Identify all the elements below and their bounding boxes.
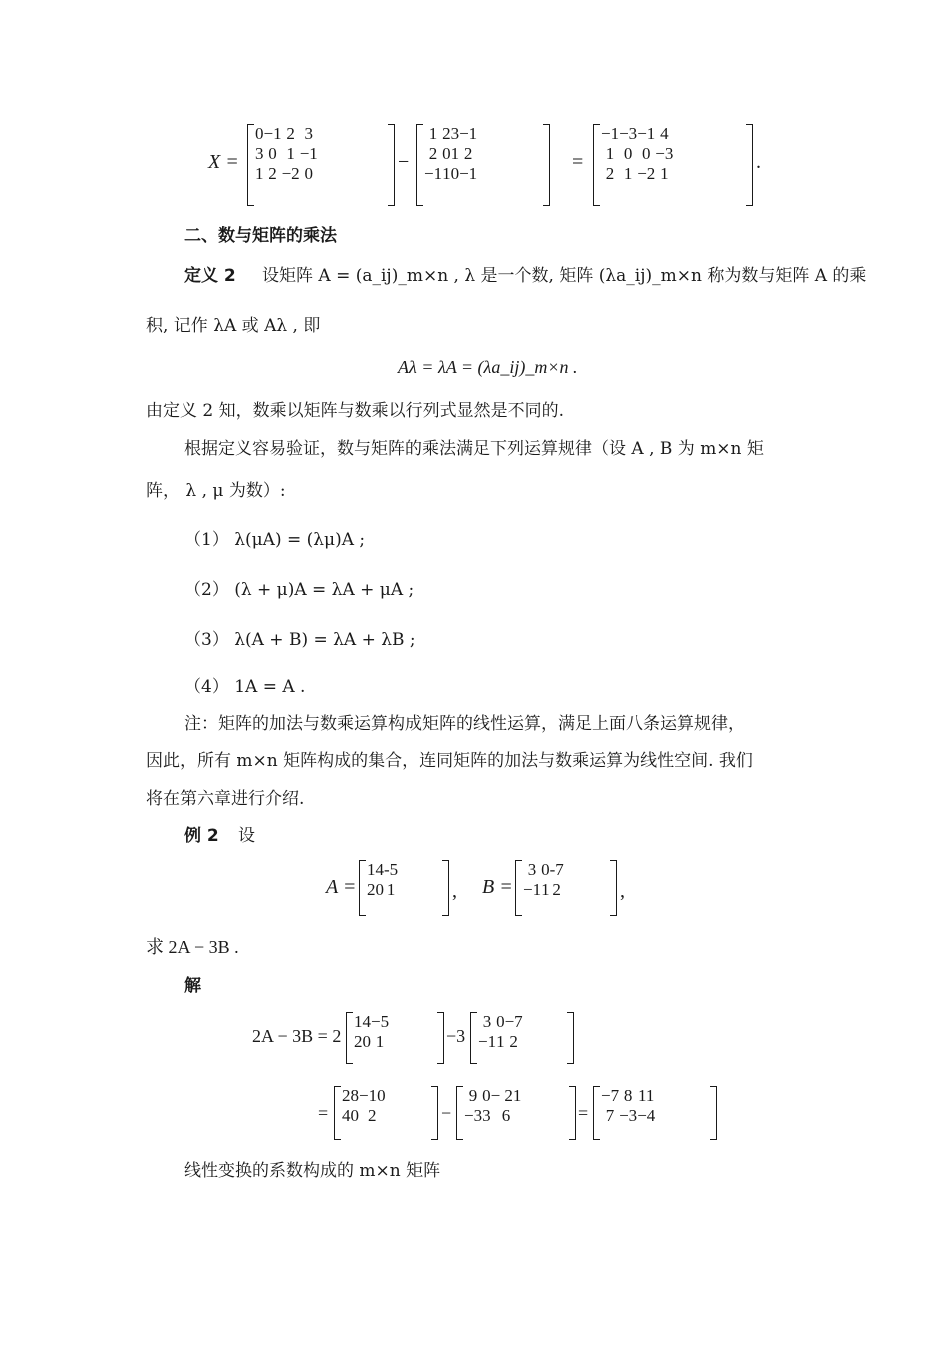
matrix-cell: 1: [660, 164, 669, 183]
matrix-row: [478, 1032, 523, 1052]
matrix-row: [464, 1086, 521, 1106]
matrix-row: [523, 860, 564, 880]
matrix-row: [342, 1086, 386, 1106]
example-comma-2: ,: [620, 880, 625, 902]
eq1-minus: −: [398, 151, 410, 173]
matrix-cell: 4: [660, 124, 669, 143]
matrix-cell: 2: [605, 164, 615, 183]
paragraph-1: 由定义 2 知，数乘以矩阵与数乘以行列式显然是不同的.: [146, 401, 565, 421]
matrix-cell: −7: [601, 1086, 620, 1105]
matrix-cell: 3: [450, 124, 460, 143]
matrix-cell: 6: [501, 1106, 511, 1125]
matrix-cell: 11: [638, 1086, 655, 1105]
matrix-row: [367, 880, 398, 900]
matrix-cell: 2: [552, 880, 561, 899]
matrix-cell: 9: [468, 1086, 478, 1105]
matrix-row: [424, 144, 477, 164]
matrix-row: [478, 1012, 523, 1032]
matrix-cell: 0: [375, 880, 384, 899]
matrix-cell: 2: [463, 144, 473, 163]
matrix-row: [601, 164, 673, 184]
matrix-cell: 1: [442, 164, 451, 183]
matrix-row: [601, 1106, 655, 1126]
matrix-cell: 0: [304, 164, 313, 183]
matrix-cell: 3: [527, 860, 537, 879]
matrix-cell: 1: [605, 144, 615, 163]
note-line-2: 因此，所有 m×n 矩阵构成的集合，连同矩阵的加法与数乘运算为线性空间. 我们: [146, 751, 753, 771]
matrix-cell: −1: [424, 164, 443, 183]
matrix-cell: −2: [281, 164, 300, 183]
matrix-cell: −7: [504, 1012, 523, 1031]
solution-minus: −: [441, 1103, 452, 1123]
matrix-cell: 0: [541, 860, 550, 879]
example-B-lhs: B =: [482, 876, 513, 898]
matrix-cell: 1: [286, 144, 295, 163]
matrix-cell: 2: [268, 164, 277, 183]
matrix-cell: 2: [342, 1086, 351, 1105]
solution-matrix-A: [346, 1012, 444, 1064]
matrix-row: [601, 124, 673, 144]
matrix-cell: − 21: [490, 1086, 522, 1105]
note-line-3: 将在第六章进行介绍.: [146, 789, 305, 809]
matrix-cell: 1: [386, 880, 396, 899]
matrix-cell: 0: [482, 1086, 491, 1105]
solution-minus-3: −3: [446, 1026, 466, 1046]
matrix-cell: 0: [623, 144, 633, 163]
matrix-row: [424, 124, 477, 144]
matrix-cell: 4: [342, 1106, 351, 1125]
def2-text-2: 积, 记作 λA 或 Aλ , 即: [146, 316, 321, 336]
example-label: 例 2: [184, 826, 219, 846]
matrix-cell: 4: [362, 1012, 371, 1031]
def2-label: 定义 2: [184, 266, 236, 286]
matrix-cell: −1: [459, 124, 478, 143]
matrix-cell: 2: [428, 144, 438, 163]
eq1-matrix-3: [593, 124, 753, 206]
matrix-cell: -5: [384, 860, 399, 879]
matrix-cell: −1: [299, 144, 318, 163]
matrix-cell: 1: [354, 1012, 363, 1031]
note-line-1: 注：矩阵的加法与数乘运算构成矩阵的线性运算，满足上面八条运算规律，: [184, 714, 745, 734]
matrix-cell: −2: [637, 164, 656, 183]
solution-lhs: 2A − 3B = 2: [252, 1026, 342, 1046]
matrix-cell: −3: [619, 124, 638, 143]
matrix-cell: −5: [371, 1012, 390, 1031]
matrix-cell: −1: [601, 124, 620, 143]
matrix-cell: 2: [509, 1032, 518, 1051]
matrix-row: [601, 144, 673, 164]
matrix-cell: 3: [482, 1106, 491, 1125]
matrix-cell: 1: [255, 164, 264, 183]
eq1-equals: =: [572, 151, 584, 173]
matrix-cell: −10: [359, 1086, 386, 1105]
matrix-row: [255, 144, 318, 164]
paragraph-2-line-2: 阵， λ , μ 为数）:: [146, 481, 286, 501]
matrix-cell: 1: [375, 1032, 385, 1051]
matrix-row: [601, 1086, 655, 1106]
solution-equals-1: =: [318, 1103, 329, 1123]
matrix-cell: 0: [255, 124, 264, 143]
example-lead: 设: [238, 826, 255, 846]
example-comma-1: ,: [452, 880, 457, 902]
matrix-cell: 2: [442, 124, 451, 143]
example-matrix-B: [515, 860, 617, 916]
matrix-cell: −1: [263, 124, 282, 143]
matrix-row: [255, 164, 318, 184]
matrix-row: [354, 1032, 389, 1052]
matrix-cell: −1: [523, 880, 542, 899]
rule-1: （1） λ(μA) = (λμ)A ;: [184, 530, 366, 550]
matrix-cell: 3: [255, 144, 264, 163]
matrix-cell: 0: [362, 1032, 371, 1051]
matrix-cell: −3: [464, 1106, 483, 1125]
rule-2: （2） (λ + μ)A = λA + μA ;: [184, 580, 415, 600]
eq1-matrix-1: [247, 124, 395, 206]
matrix-row: [354, 1012, 389, 1032]
matrix-cell: 0: [268, 144, 277, 163]
matrix-cell: 0: [442, 144, 451, 163]
matrix-cell: 0: [496, 1012, 505, 1031]
def2-formula: Aλ = λA = (λa_ij)_m×n .: [398, 357, 578, 377]
eq1-period: .: [756, 151, 761, 173]
matrix-cell: 1: [367, 860, 376, 879]
matrix-cell: -7: [549, 860, 564, 879]
example-A-lhs: A =: [326, 876, 357, 898]
matrix-cell: −1: [637, 124, 656, 143]
example-ask: 求 2A − 3B .: [146, 937, 239, 957]
matrix-cell: 7: [605, 1106, 615, 1125]
paragraph-2-line-1: 根据定义容易验证，数与矩阵的乘法满足下列运算规律（设 A , B 为 m×n 矩: [184, 439, 764, 459]
matrix-cell: 2: [354, 1032, 363, 1051]
matrix-cell: −1: [478, 1032, 497, 1051]
rule-4: （4） 1A = A .: [184, 677, 306, 697]
last-line: 线性变换的系数构成的 m×n 矩阵: [184, 1161, 441, 1181]
matrix-cell: 2: [368, 1106, 377, 1125]
matrix-cell: 4: [375, 860, 384, 879]
matrix-cell: −4: [637, 1106, 656, 1125]
matrix-cell: 8: [623, 1086, 633, 1105]
matrix-cell: −3: [619, 1106, 638, 1125]
matrix-cell: 0: [450, 164, 460, 183]
example-matrix-A: [359, 860, 449, 916]
solution-result-2: [456, 1086, 576, 1140]
matrix-row: [255, 124, 318, 144]
eq1-lhs: X =: [208, 151, 239, 173]
matrix-row: [523, 880, 564, 900]
matrix-cell: 0: [641, 144, 651, 163]
matrix-cell: 1: [428, 124, 438, 143]
eq1-matrix-2: [416, 124, 550, 206]
matrix-cell: −1: [459, 164, 478, 183]
matrix-cell: 2: [286, 124, 295, 143]
matrix-cell: 1: [623, 164, 633, 183]
matrix-cell: 3: [482, 1012, 492, 1031]
matrix-cell: 3: [304, 124, 313, 143]
matrix-cell: −3: [655, 144, 674, 163]
solution-result-1: [334, 1086, 438, 1140]
matrix-row: [424, 164, 477, 184]
matrix-cell: 8: [350, 1086, 359, 1105]
solution-label: 解: [184, 976, 201, 996]
solution-matrix-B: [470, 1012, 574, 1064]
matrix-cell: 1: [450, 144, 460, 163]
solution-result-3: [593, 1086, 717, 1140]
solution-equals-2: =: [578, 1103, 589, 1123]
def2-text: 设矩阵 A = (a_ij)_m×n , λ 是一个数, 矩阵 (λa_ij)_m×n 称为数与矩阵 A 的乘: [262, 266, 867, 286]
matrix-row: [342, 1106, 386, 1126]
section-title: 二、数与矩阵的乘法: [184, 226, 337, 246]
matrix-cell: 2: [367, 880, 376, 899]
matrix-cell: 0: [350, 1106, 359, 1125]
rule-3: （3） λ(A + B) = λA + λB ;: [184, 630, 416, 650]
matrix-cell: 1: [541, 880, 550, 899]
matrix-row: [464, 1106, 521, 1126]
matrix-row: [367, 860, 398, 880]
matrix-cell: 1: [496, 1032, 505, 1051]
